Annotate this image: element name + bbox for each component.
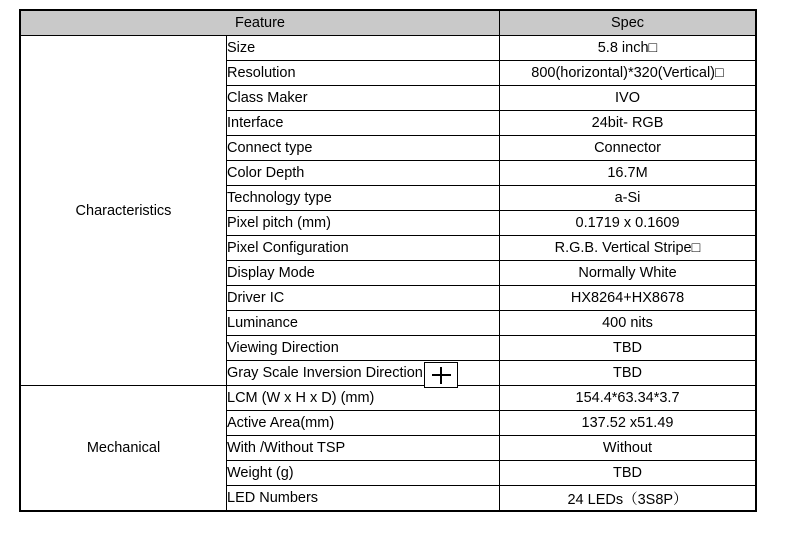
table-row: [21, 386, 756, 411]
spec-cell: 137.52 x51.49: [500, 411, 756, 436]
feature-cell: Active Area(mm): [227, 411, 500, 436]
feature-cell: Luminance: [227, 311, 500, 336]
spec-cell: 800(horizontal)*320(Vertical)□: [500, 61, 756, 86]
feature-cell: Resolution: [227, 61, 500, 86]
feature-cell: Weight (g): [227, 461, 500, 486]
spec-cell: TBD: [500, 336, 756, 361]
display-spec-table: [20, 10, 756, 511]
feature-cell: Connect type: [227, 136, 500, 161]
spec-cell: R.G.B. Vertical Stripe□: [500, 236, 756, 261]
spec-cell: 0.1719 x 0.1609: [500, 211, 756, 236]
spec-cell: 24bit- RGB: [500, 111, 756, 136]
feature-cell: Color Depth: [227, 161, 500, 186]
spec-cell: 16.7M: [500, 161, 756, 186]
column-header-spec: Spec: [500, 11, 756, 36]
spec-cell: IVO: [500, 86, 756, 111]
feature-cell: Pixel pitch (mm): [227, 211, 500, 236]
feature-cell: Display Mode: [227, 261, 500, 286]
spec-cell: Normally White: [500, 261, 756, 286]
table-header-row: [21, 11, 756, 36]
spec-cell: Without: [500, 436, 756, 461]
row-group-label: Characteristics: [21, 36, 227, 386]
table-body: [21, 36, 756, 511]
feature-cell: Viewing Direction: [227, 336, 500, 361]
spec-cell: 5.8 inch□: [500, 36, 756, 61]
spec-cell: TBD: [500, 461, 756, 486]
spec-cell: a-Si: [500, 186, 756, 211]
spec-cell: 154.4*63.34*3.7: [500, 386, 756, 411]
feature-cell: Technology type: [227, 186, 500, 211]
column-header-feature: Feature: [21, 11, 500, 36]
spec-table-container: [20, 10, 755, 511]
feature-cell: With /Without TSP: [227, 436, 500, 461]
spec-cell: TBD: [500, 361, 756, 386]
spec-cell: Connector: [500, 136, 756, 161]
spec-cell: HX8264+HX8678: [500, 286, 756, 311]
feature-cell: Driver IC: [227, 286, 500, 311]
cursor-horizontal-stroke: [432, 374, 451, 376]
spec-cell: 400 nits: [500, 311, 756, 336]
feature-cell: Class Maker: [227, 86, 500, 111]
feature-cell: LCM (W x H x D) (mm): [227, 386, 500, 411]
feature-cell: Gray Scale Inversion Direction: [227, 361, 500, 386]
feature-cell: LED Numbers: [227, 486, 500, 511]
crosshair-cursor-icon: [424, 362, 458, 388]
spec-cell: 24 LEDs（3S8P）: [500, 486, 756, 511]
feature-cell: Size: [227, 36, 500, 61]
feature-cell: Pixel Configuration: [227, 236, 500, 261]
feature-cell: Interface: [227, 111, 500, 136]
row-group-label: Mechanical: [21, 386, 227, 511]
table-row: [21, 36, 756, 61]
